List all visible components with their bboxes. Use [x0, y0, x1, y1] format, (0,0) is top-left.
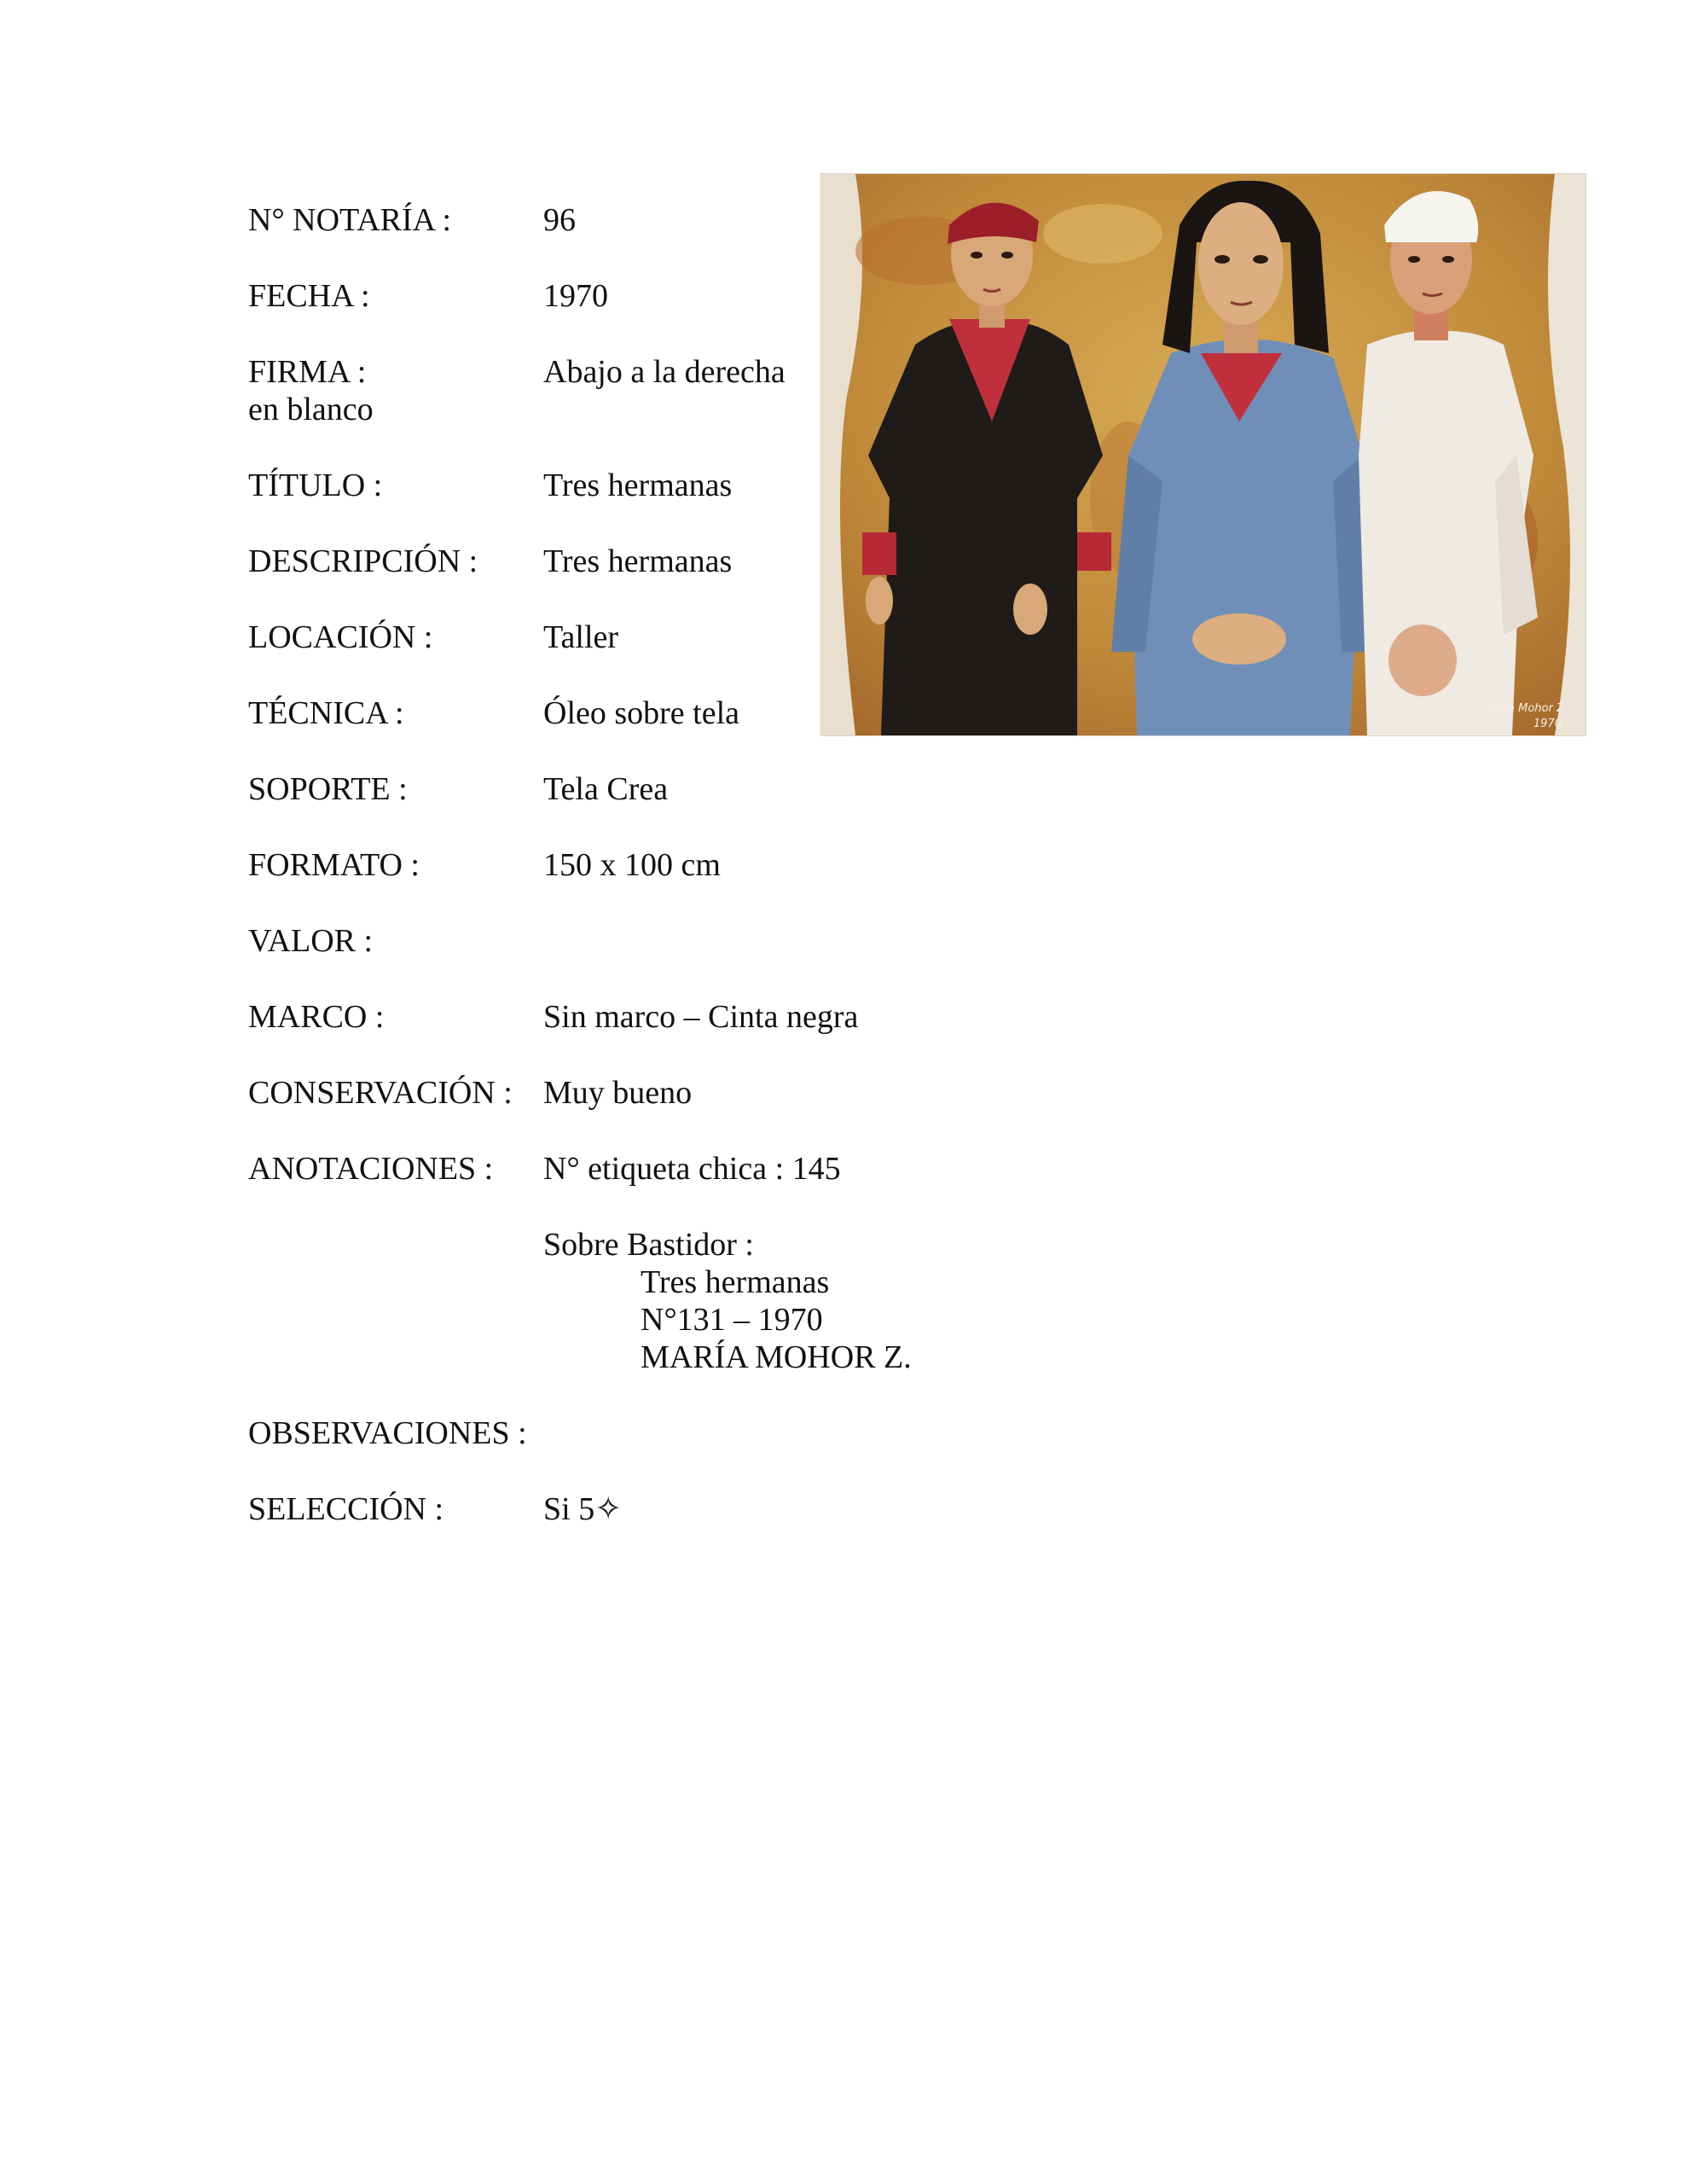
value-formato: 150 x 100 cm	[543, 847, 721, 883]
value-notaria: 96	[543, 202, 576, 238]
value-locacion: Taller	[543, 619, 619, 655]
value-etiqueta: N° etiqueta chica : 145	[543, 1151, 841, 1187]
label-titulo: TÍTULO :	[248, 468, 383, 503]
label-marco: MARCO :	[248, 999, 385, 1035]
value-titulo: Tres hermanas	[543, 468, 733, 503]
painting-three-sisters	[821, 174, 1586, 735]
label-tecnica: TÉCNICA :	[248, 695, 404, 731]
label-locacion: LOCACIÓN :	[248, 619, 433, 655]
painting-signature: María Mohor Z.	[1483, 702, 1568, 715]
label-firma-line2: en blanco	[248, 392, 374, 427]
bastidor-line: MARÍA MOHOR Z.	[641, 1339, 912, 1375]
value-marco: Sin marco – Cinta negra	[543, 999, 859, 1035]
value-conservacion: Muy bueno	[543, 1075, 693, 1111]
value-fecha: 1970	[543, 278, 608, 314]
label-valor: VALOR :	[248, 923, 374, 959]
label-formato: FORMATO :	[248, 847, 420, 883]
bastidor-line: N°131 – 1970	[641, 1302, 823, 1338]
value-soporte: Tela Crea	[543, 771, 669, 807]
label-fecha: FECHA :	[248, 278, 370, 314]
label-conservacion: CONSERVACIÓN :	[248, 1075, 513, 1111]
label-firma: FIRMA :	[248, 354, 367, 390]
bastidor-line: Tres hermanas	[641, 1264, 830, 1300]
painting-image	[820, 173, 1586, 736]
value-seleccion: Si 5✧	[543, 1491, 623, 1527]
label-soporte: SOPORTE :	[248, 771, 408, 807]
bastidor-heading: Sobre Bastidor :	[543, 1227, 754, 1263]
painting-signature-year: 1970	[1533, 717, 1562, 730]
value-tecnica: Óleo sobre tela	[543, 695, 740, 731]
label-notaria: N° NOTARÍA :	[248, 202, 452, 238]
value-descripcion: Tres hermanas	[543, 543, 733, 579]
label-anotaciones: ANOTACIONES :	[248, 1151, 494, 1187]
label-descripcion: DESCRIPCIÓN :	[248, 543, 478, 579]
value-firma: Abajo a la derecha	[543, 354, 786, 390]
label-seleccion: SELECCIÓN :	[248, 1491, 444, 1527]
label-observaciones: OBSERVACIONES :	[248, 1415, 527, 1451]
